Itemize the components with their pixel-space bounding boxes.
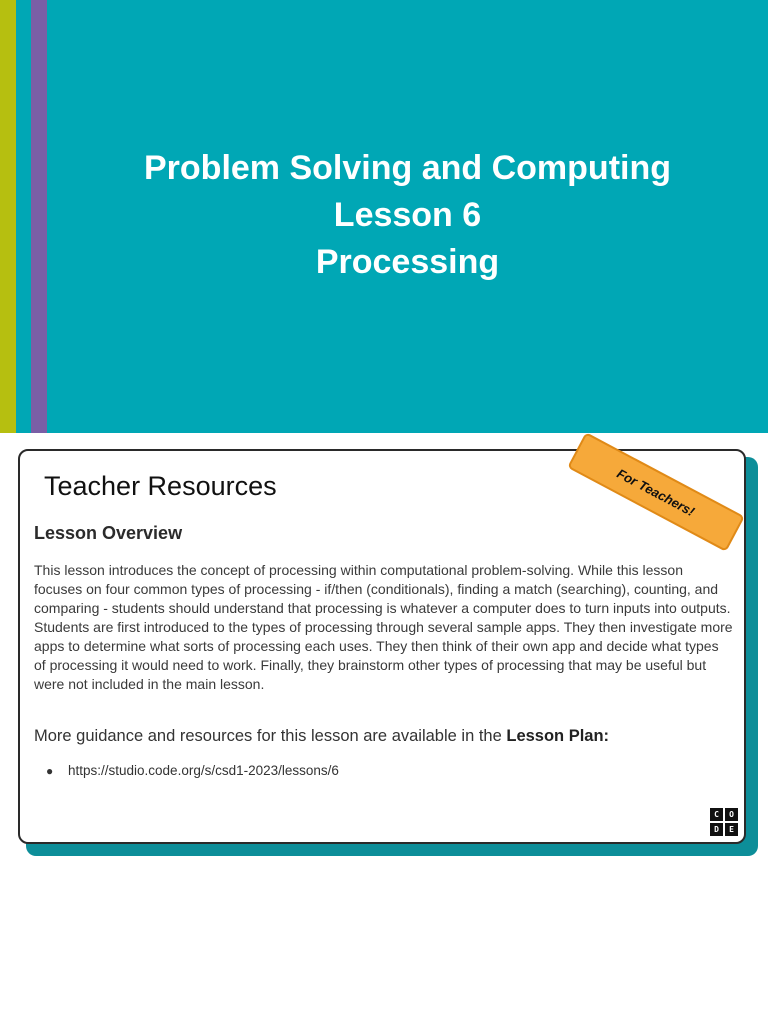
- lesson-overview-heading: Lesson Overview: [34, 523, 183, 543]
- lesson-plan-link[interactable]: https://studio.code.org/s/csd1-2023/lessons/6: [68, 763, 339, 778]
- lesson-overview-text: This lesson introduces the concept of processing within computational problem-solving. While this lesson focuses on four common types of processing - if/then (conditionals), finding a match (searching), counting, and comparing - students should understand that processing is whatever a computer does to turn inputs into outputs. Students are first introduced to the types of processing through several sample apps. They then investigate more apps to determine what sorts of processing each uses. They then think of their own app and decide what types of processing it would need to work. Finally, they brainstorm other types of processing that may be useful but were not included in the main lesson.: [34, 562, 733, 692]
- bullet-icon: ●: [46, 763, 54, 778]
- card-heading: Teacher Resources: [44, 471, 277, 501]
- title-banner: [0, 0, 768, 433]
- logo-letter: D: [709, 822, 724, 837]
- for-teachers-badge: For Teachers!: [567, 432, 745, 552]
- lime-stripe: [0, 0, 16, 433]
- guidance-text: [34, 727, 609, 746]
- code-org-logo: [709, 807, 739, 837]
- logo-letter: O: [724, 807, 739, 822]
- title-line-course: Problem Solving and Computing: [144, 149, 671, 187]
- title-line-lesson: Lesson 6: [333, 196, 482, 234]
- purple-stripe: [31, 0, 47, 433]
- list-item: [34, 763, 339, 778]
- guidance-lead: More guidance and resources for this lesson are available in the: [34, 727, 507, 745]
- teal-stripe: [16, 0, 31, 433]
- logo-letter: C: [709, 807, 724, 822]
- teacher-resources-card: [18, 449, 746, 844]
- title-line-topic: Processing: [315, 243, 500, 281]
- resource-list: [34, 763, 339, 778]
- lesson-plan-label: Lesson Plan:: [506, 727, 610, 745]
- slide-title: [47, 145, 768, 286]
- logo-letter: E: [724, 822, 739, 837]
